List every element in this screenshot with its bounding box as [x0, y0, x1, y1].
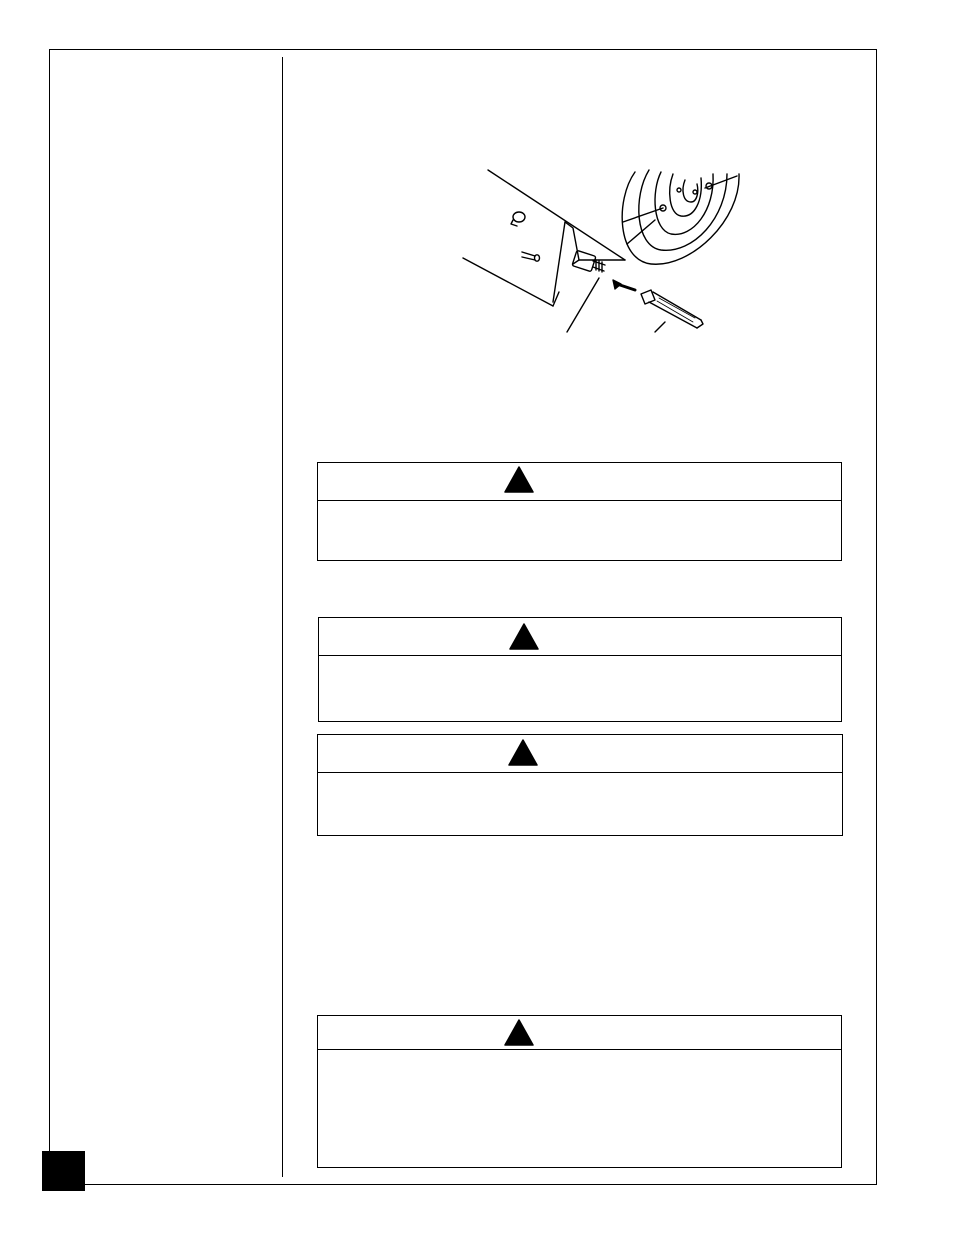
warning-header	[318, 1016, 841, 1050]
page-number-tab	[42, 1151, 85, 1191]
warning-header	[318, 735, 842, 773]
warning-triangle-icon	[504, 466, 534, 493]
warning-triangle-icon	[509, 623, 539, 650]
warning-box-3	[317, 734, 843, 836]
warning-triangle-icon	[508, 739, 538, 766]
warning-header	[319, 618, 841, 656]
warning-header	[318, 463, 841, 501]
warning-box-4	[317, 1015, 842, 1168]
heater-hose-illustration	[455, 160, 755, 345]
warning-box-1	[317, 462, 842, 561]
column-divider	[282, 57, 283, 1177]
warning-triangle-icon	[504, 1019, 534, 1046]
warning-box-2	[318, 617, 842, 722]
